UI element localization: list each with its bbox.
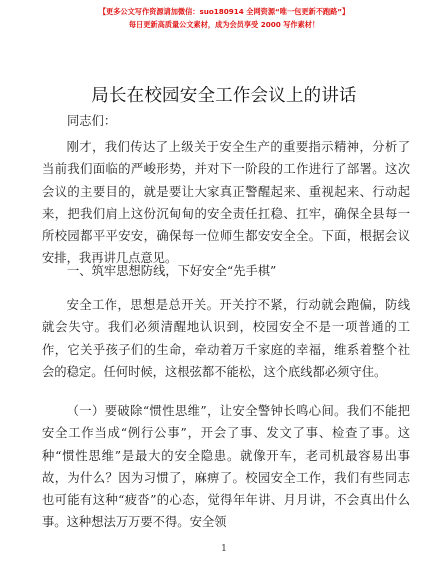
page-number: 1	[221, 544, 227, 554]
section-heading-1: 一、筑牢思想防线，下好安全“先手棋”	[67, 264, 277, 278]
paragraph-text: （一）要破除“惯性思维”，让安全警钟长鸣心间。我们不能把安全工作当成“例行公事”，开会了事、发文了事、检查了事。这种“惯性思维”是最大的安全隐患。就像开车，老司机最容易出事故，为什么？因为习惯了，麻痹了。校园安全工作，我们有些同志也可能有这种“疲沓”的心态，觉得年年讲、月月讲，不会真出什么事。这种想法万万要不得。安全领	[42, 404, 410, 530]
promo-banner	[0, 5, 448, 31]
salutation: 同志们：	[67, 114, 117, 128]
paragraph-subsection1	[42, 400, 410, 534]
paragraph-text: 刚才，我们传达了上级关于安全生产的重要指示精神，分析了当前我们面临的严峻形势，并对下一阶段的工作进行了部署。这次会议的主要目的，就是要让大家真正警醒起来、重视起来、行动起来，把我们肩上这份沉甸甸的安全责任扛稳、扛牢，确保全县每一所校园都平平安安，确保每一位师生都安安全全。下面，根据会议安排，我再讲几点意见。	[42, 140, 410, 266]
paragraph-intro	[42, 136, 410, 270]
promo-banner-line2: 每日更新高质量公文素材，成为会员享受 2000 写作素材！	[128, 20, 320, 29]
document-title: 局长在校园安全工作会议上的讲话	[91, 86, 357, 106]
paragraph-text: 安全工作，思想是总开关。开关拧不紧，行动就会跑偏，防线就会失守。我们必须清醒地认识到，校园安全不是一项普通的工作，它关乎孩子们的生命，牵动着万千家庭的幸福，维系着整个社会的稳定。任何时候，这根弦都不能松，这个底线都必须守住。	[42, 298, 410, 379]
paragraph-section1	[42, 294, 410, 383]
promo-banner-line1: 【更多公文写作资源请加微信：suo180914 全网资源“唯一包更新不跑路”】	[98, 7, 350, 16]
